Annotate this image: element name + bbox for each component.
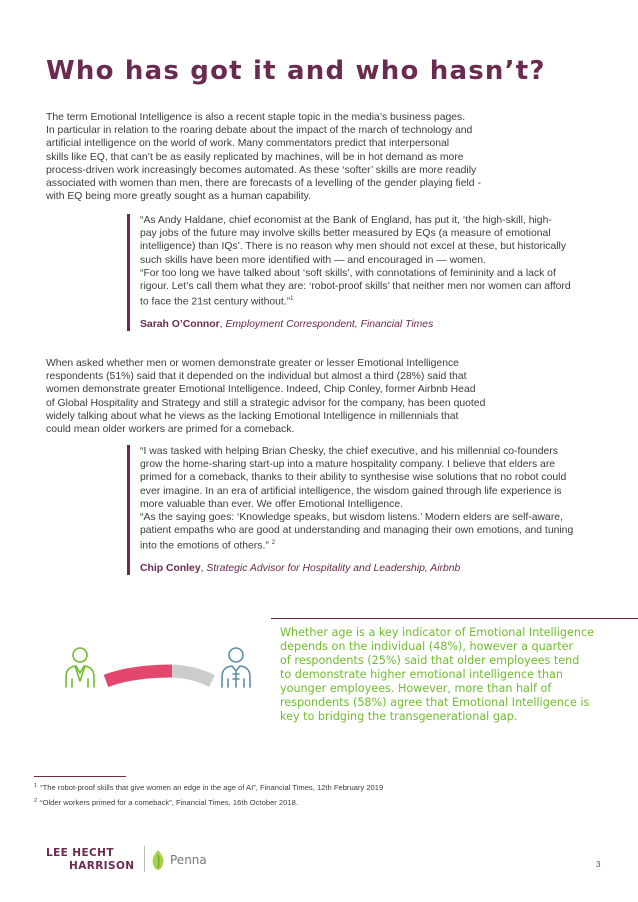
footnote-number: 1 xyxy=(34,783,38,789)
quote-line: more valuable than ever. We offer Emotional Intelligence. xyxy=(140,498,403,510)
eq-arc-highlight xyxy=(106,671,172,681)
footnote-ref: 2 xyxy=(271,540,276,547)
logo-line-2: HARRISON xyxy=(69,860,135,872)
text-line: of Global Hospitality and Strategy and still a strategic advisor for the company, has been quoted xyxy=(46,397,486,409)
penna-leaf-icon xyxy=(150,849,166,871)
penna-logo xyxy=(150,848,207,872)
quote-line: to face the 21st century without.”$^1$ xyxy=(140,296,294,308)
footnote-1 xyxy=(34,783,383,792)
quote-chip-conley xyxy=(127,445,597,575)
text-line: women demonstrate greater Emotional Intelligence. Indeed, Chip Conley, former Airbnb Head xyxy=(46,384,476,396)
eq-arc-rest xyxy=(172,671,212,681)
quote-line: patient empaths who are good at understanding and managing their own emotions, and tuning xyxy=(140,525,574,537)
text-line: In particular in relation to the roaring debate about the impact of the march of technology and xyxy=(46,125,473,137)
quote-line: “I was tasked with helping Brian Chesky, the chief executive, and his millennial co-founders xyxy=(140,446,558,457)
quote-line: “As Andy Haldane, chief economist at the Bank of England, has put it, ‘the high-skill, high- xyxy=(140,215,552,226)
callout-line: younger employees. However, more than half of xyxy=(280,682,552,695)
page-number: 3 xyxy=(596,860,601,869)
stat-callout xyxy=(280,626,620,724)
age-eq-graphic xyxy=(62,643,254,695)
quote-attribution: Chip Conley, Strategic Advisor for Hospitality and Leadership, Airbnb xyxy=(140,563,461,575)
callout-line: of respondents (25%) said that older employees tend xyxy=(280,654,580,667)
quote-line: intelligence) than IQs’. There is no reason why men should not excel at these, but historically xyxy=(140,241,567,253)
quote-line: such skills have been more identified with — and encouraged in — women. xyxy=(140,254,486,266)
text-line: widely talking about what he views as the lacking Emotional Intelligence in millennials that xyxy=(46,410,459,422)
text-line: associated with women than men, there are forecasts of a levelling of the gender playing field - xyxy=(46,178,481,190)
quote-attribution: Sarah O’Connor, Employment Correspondent, Financial Times xyxy=(140,318,434,330)
quote-text xyxy=(140,445,597,553)
text-line: process-driven work increasingly becomes automated. As these ‘softer’ skills are more readily xyxy=(46,164,477,176)
callout-line: respondents (58%) agree that Emotional Intelligence is xyxy=(280,696,590,709)
quote-author: Sarah O’Connor xyxy=(140,318,220,330)
footnote-ref: 1 xyxy=(290,296,294,303)
quote-line: pay jobs of the future may involve skills better measured by EQs (a measure of emotional xyxy=(140,228,551,240)
footnote-2 xyxy=(34,798,298,807)
callout-line: key to bridging the transgenerational gap. xyxy=(280,710,518,723)
penna-wordmark: Penna xyxy=(170,853,207,867)
quote-line: grow the home-sharing start-up into a mature hospitality company. I believe that elders are xyxy=(140,459,556,471)
text-line: skills like EQ, that can’t be as easily replicated by machines, will be in hot demand as more xyxy=(46,151,464,163)
young-person-icon xyxy=(66,648,94,687)
text-line: The term Emotional Intelligence is also a recent staple topic in the media’s business pages. xyxy=(46,112,466,123)
logo-line-1: LEE HECHT xyxy=(46,847,114,859)
quote-line: rigour. Let’s call them what they are: ‘robot-proof skills’ that neither men nor women can afford xyxy=(140,281,571,293)
quote-text xyxy=(140,214,597,309)
text-line: with EQ being more greatly sought as a human capability. xyxy=(46,191,311,203)
text-line: When asked whether men or women demonstrate greater or lesser Emotional Intelligence xyxy=(46,358,459,369)
footnote-text: “The robot-proof skills that give women an edge in the age of AI”, Financial Times, 12th February 2019 xyxy=(40,783,384,792)
quote-author-role: Employment Correspondent, Financial Times xyxy=(225,318,434,330)
quote-author-role: Strategic Advisor for Hospitality and Leadership, Airbnb xyxy=(206,563,461,575)
page-title: Who has got it and who hasn’t? xyxy=(46,56,546,86)
lhh-logo xyxy=(46,847,134,873)
text-line: artificial intelligence on the world of work. Many commentators predict that interpersonal xyxy=(46,138,450,150)
quote-sarah-oconnor xyxy=(127,214,597,331)
quote-line: “As the saying goes: ‘Knowledge speaks, but wisdom listens.’ Modern elders are self-aware, xyxy=(140,512,563,524)
callout-line: to demonstrate higher emotional intelligence than xyxy=(280,668,563,681)
quote-line: ever imagine. In an era of artificial intelligence, the wisdom gained through life experience is xyxy=(140,485,562,497)
quote-line: into the emotions of others.” $^2$ xyxy=(140,540,276,552)
logo-divider xyxy=(144,846,145,872)
text-line: could mean older workers are primed for a comeback. xyxy=(46,424,295,436)
quote-line: “For too long we have talked about ‘soft skills’, with connotations of femininity and a lack of xyxy=(140,267,556,279)
section-divider xyxy=(271,618,638,619)
quote-line: primed for a comeback, thanks to their ability to synthesise wise solutions that no robot could xyxy=(140,472,567,484)
footnote-text: “Older workers primed for a comeback”, Financial Times, 16th October 2018. xyxy=(40,798,298,807)
intro-paragraph xyxy=(46,111,606,203)
footnote-number: 2 xyxy=(34,798,38,804)
callout-line: Whether age is a key indicator of Emotional Intelligence xyxy=(280,626,594,639)
quote-author: Chip Conley xyxy=(140,563,201,575)
middle-paragraph xyxy=(46,357,606,436)
older-person-icon xyxy=(222,648,250,687)
callout-line: depends on the individual (48%), however a quarter xyxy=(280,640,574,653)
footnote-divider xyxy=(34,776,126,777)
text-line: respondents (51%) said that it depended on the individual but almost a third (28%) said that xyxy=(46,371,467,383)
